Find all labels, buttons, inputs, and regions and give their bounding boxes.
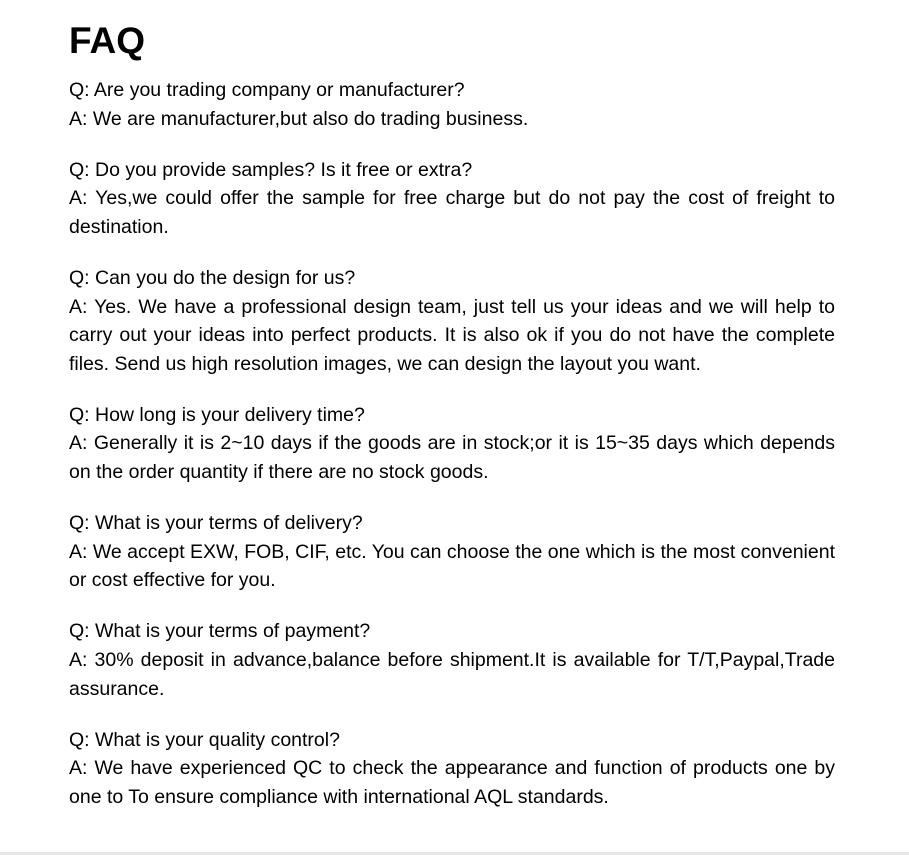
faq-question: Q: What is your quality control? xyxy=(69,728,340,751)
faq-answer: A: 30% deposit in advance,balance before shipment.It is available for T/T,Paypal,Trade assurance. xyxy=(69,649,835,700)
page-title: FAQ xyxy=(69,20,146,61)
faq-question: Q: Are you trading company or manufacturer? xyxy=(69,79,465,101)
faq-question: Q: Can you do the design for us? xyxy=(69,266,356,289)
faq-question: Q: Do you provide samples? Is it free or extra? xyxy=(69,158,473,181)
faq-answer: A: Generally it is 2~10 days if the goods are in stock;or it is 15~35 days which depends on the order quantity if there are no stock goods. xyxy=(69,432,835,484)
faq-question: Q: How long is your delivery time? xyxy=(69,403,365,426)
faq-answer: A: Yes. We have a professional design team, just tell us your ideas and we will help to carry out your ideas into perfect products. It is also ok if you do not have the complete files. Send us high resolution images, we can design the layout you want. xyxy=(69,295,835,375)
faq-item-payment-terms xyxy=(69,617,835,703)
faq-answer: A: We have experienced QC to check the appearance and function of products one by one to To ensure compliance with international AQL standards. xyxy=(69,757,835,808)
faq-question: Q: What is your terms of delivery? xyxy=(69,512,363,535)
faq-answer: A: We accept EXW, FOB, CIF, etc. You can choose the one which is the most convenient or cost effective for you. xyxy=(69,540,835,592)
faq-item-design xyxy=(69,264,835,378)
faq-item-delivery-time xyxy=(69,401,835,487)
faq-answer: A: We are manufacturer,but also do trading business. xyxy=(69,107,529,130)
faq-item-trading-or-manufacturer xyxy=(69,76,835,133)
faq-question: Q: What is your terms of payment? xyxy=(69,620,371,643)
faq-item-quality-control xyxy=(69,726,835,812)
faq-list xyxy=(69,76,835,834)
faq-item-samples xyxy=(69,156,835,242)
faq-item-delivery-terms xyxy=(69,509,835,595)
faq-answer: A: Yes,we could offer the sample for free charge but do not pay the cost of freight to destination. xyxy=(69,187,835,238)
